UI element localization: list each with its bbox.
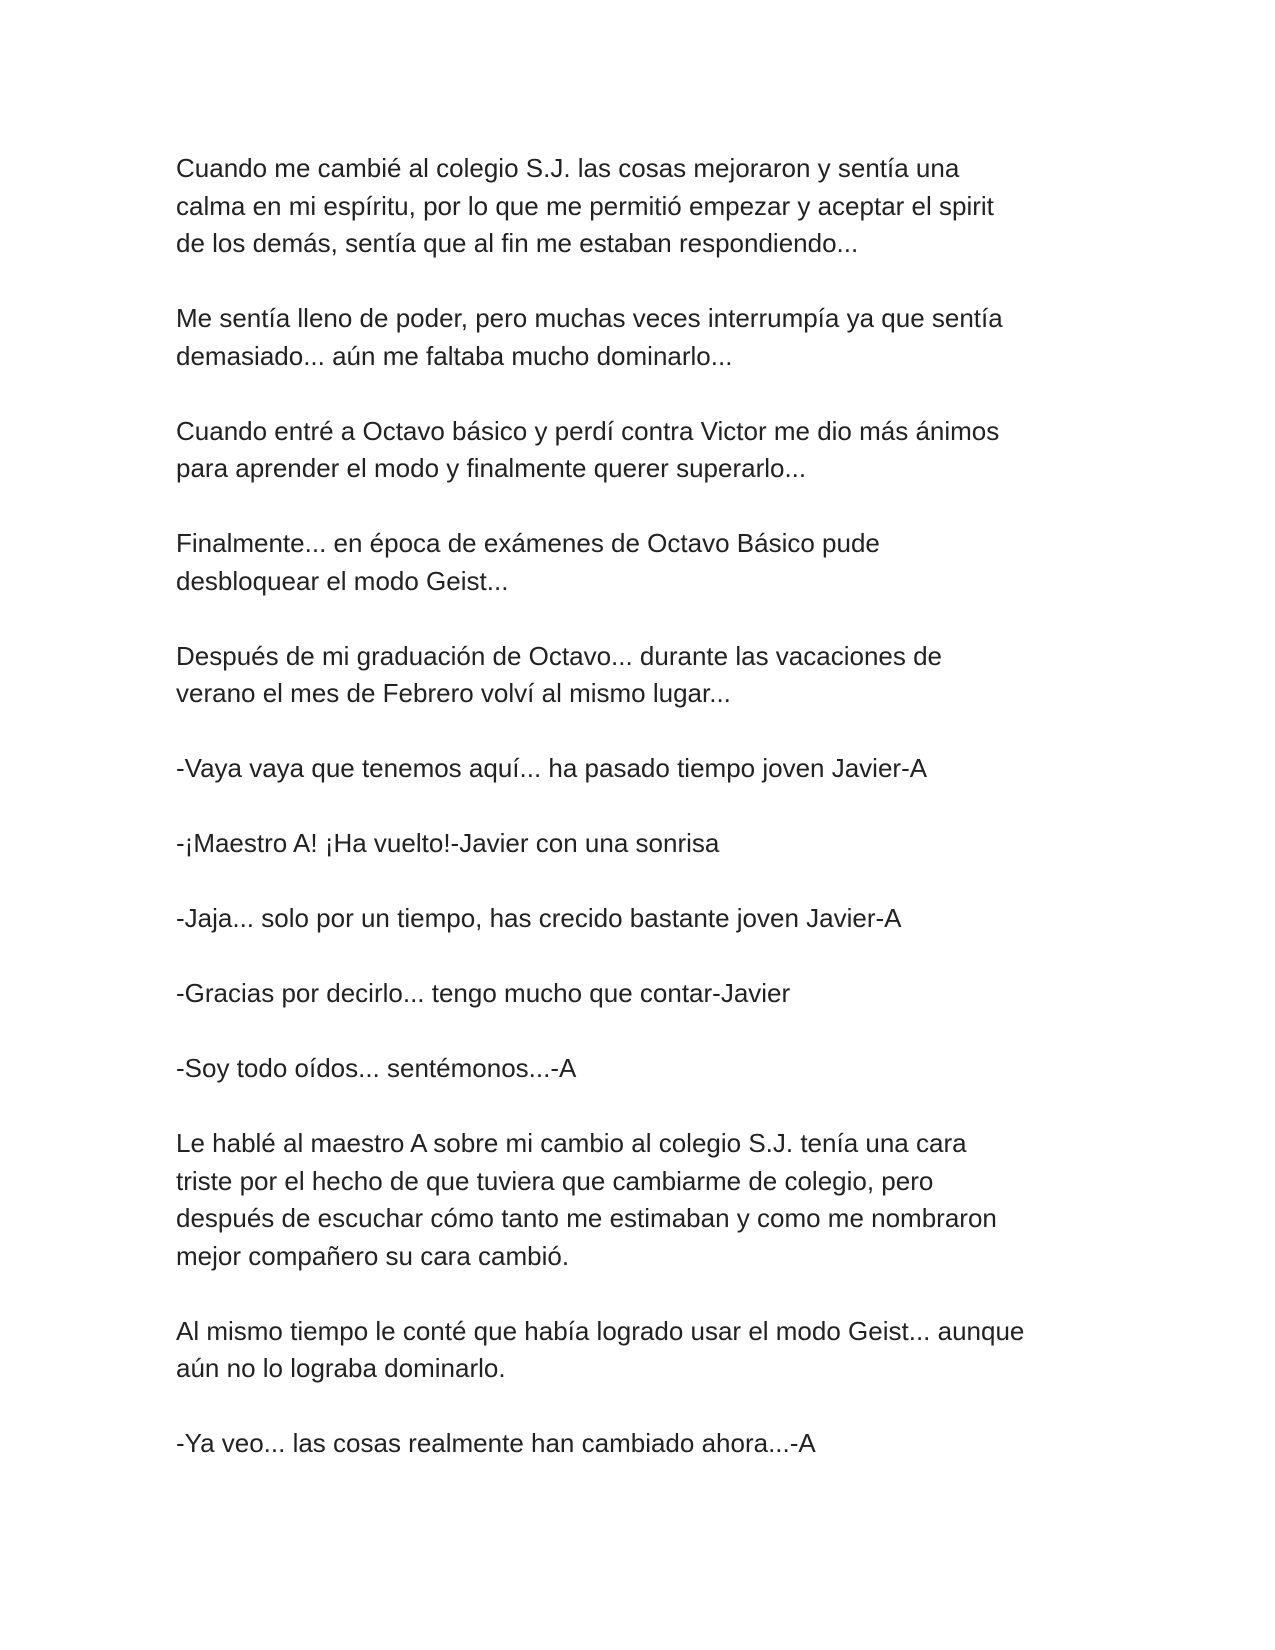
text-line: mejor compañero su cara cambió.	[176, 1240, 570, 1271]
text-line: triste por el hecho de que tuviera que cambiarme de colegio, pero	[176, 1165, 934, 1196]
text-line: Después de mi graduación de Octavo... durante las vacaciones de	[176, 640, 943, 671]
text-line: -Vaya vaya que tenemos aquí... ha pasado tiempo joven Javier-A	[176, 753, 928, 783]
text-line: después de escuchar cómo tanto me estimaban y como me nombraron	[176, 1203, 997, 1233]
dialogue-line-6	[176, 1425, 1116, 1463]
text-line: Me sentía lleno de poder, pero muchas veces interrumpía ya que sentía	[176, 303, 1003, 333]
paragraph-1	[176, 150, 1116, 263]
text-line: de los demás, sentía que al fin me estaban respondiendo...	[176, 228, 859, 258]
paragraph-4	[176, 525, 1116, 600]
paragraph-3	[176, 413, 1116, 488]
text-line: aún no lo lograba dominarlo.	[176, 1353, 506, 1383]
text-line: calma en mi espíritu, por lo que me permitió empezar y aceptar el spirit	[176, 190, 994, 221]
text-line: verano el mes de Febrero volví al mismo lugar...	[176, 678, 731, 708]
dialogue-line-2	[176, 825, 1116, 863]
dialogue-line-5	[176, 1050, 1116, 1088]
text-line: Cuando me cambié al colegio S.J. las cosas mejoraron y sentía una	[176, 153, 960, 183]
paragraph-6	[176, 1125, 1116, 1275]
text-line: -Gracias por decirlo... tengo mucho que contar-Javier	[176, 978, 791, 1008]
text-line: Finalmente... en época de exámenes de Octavo Básico pude	[176, 528, 880, 558]
dialogue-line-4	[176, 975, 1116, 1013]
text-line: Le hablé al maestro A sobre mi cambio al colegio S.J. tenía una cara	[176, 1128, 967, 1158]
text-line: -Soy todo oídos... sentémonos...-A	[176, 1053, 577, 1083]
text-line: Al mismo tiempo le conté que había logrado usar el modo Geist... aunque	[176, 1315, 1025, 1346]
paragraph-2	[176, 300, 1116, 375]
text-line: -¡Maestro A! ¡Ha vuelto!-Javier con una sonrisa	[176, 828, 720, 858]
text-line: demasiado... aún me faltaba mucho dominarlo...	[176, 340, 733, 371]
paragraph-5	[176, 638, 1116, 713]
paragraph-7	[176, 1313, 1116, 1388]
text-line: desbloquear el modo Geist...	[176, 565, 509, 596]
dialogue-line-3	[176, 900, 1116, 938]
text-line: -Ya veo... las cosas realmente han cambiado ahora...-A	[176, 1428, 816, 1458]
text-line: -Jaja... solo por un tiempo, has crecido bastante joven Javier-A	[176, 903, 902, 933]
document-body	[176, 150, 1116, 1500]
text-line: para aprender el modo y finalmente querer superarlo...	[176, 453, 807, 483]
text-line: Cuando entré a Octavo básico y perdí contra Victor me dio más ánimos	[176, 415, 1000, 446]
dialogue-line-1	[176, 750, 1116, 788]
